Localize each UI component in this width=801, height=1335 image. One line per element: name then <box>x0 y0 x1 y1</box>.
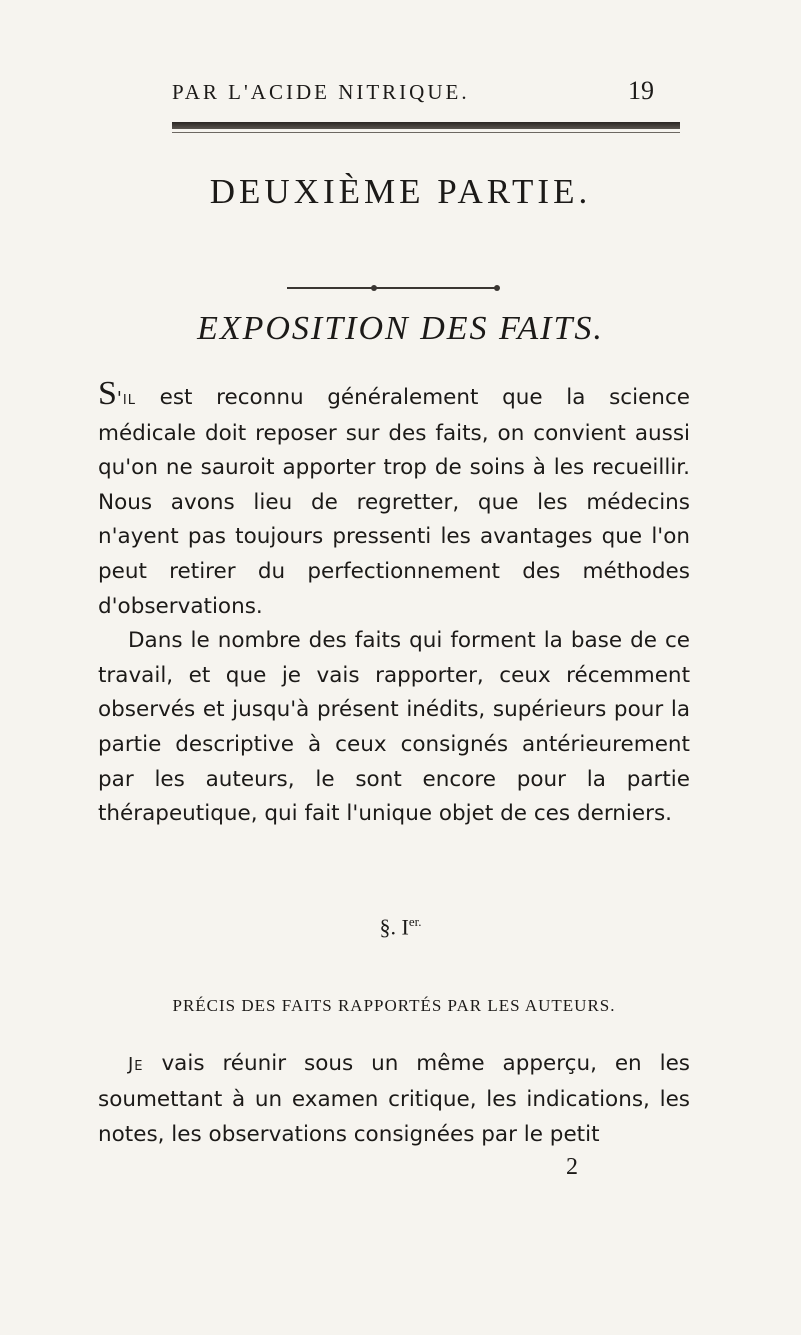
paragraph-2: Dans le nombre des faits qui forment la base de ce travail, et que je vais rapporter, ceux récemment observés et jusqu'à présent inédits, supérieurs pour la partie descriptive à ceux consignés antérieurement par les auteurs, le sont encore pour la partie thérapeutique, qui fait l'unique objet de ces derniers. <box>98 628 690 827</box>
ornamental-divider <box>287 287 497 289</box>
paragraph-3-lead: Je <box>128 1054 144 1075</box>
paragraph-1-small-caps: 'il <box>116 388 136 409</box>
section-mark <box>0 914 801 940</box>
header-rule-thick <box>172 122 680 129</box>
header-rule-thin <box>172 132 680 133</box>
running-head-title: PAR L'ACIDE NITRIQUE. <box>172 80 470 104</box>
page-number: 19 <box>628 76 654 105</box>
subsection-title: PRÉCIS DES FAITS RAPPORTÉS PAR LES AUTEURS. <box>172 996 616 1015</box>
section-title: EXPOSITION DES FAITS. <box>197 310 604 347</box>
paragraph-3-text: vais réunir sous un même apperçu, en les soumettant à un examen critique, les indications, les notes, les observations consignées par le petit <box>98 1051 690 1147</box>
drop-cap: S <box>98 375 117 412</box>
signature-mark: 2 <box>566 1154 578 1180</box>
section-ordinal: er. <box>408 914 422 929</box>
body-text-2 <box>98 1046 690 1152</box>
paragraph-1-text: est reconnu généralement que la science médicale doit reposer sur des faits, on convient aussi qu'on ne sauroit apporter trop de soins à les recueillir. Nous avons lieu de regretter, que les médecins n'ayent pas toujours pressenti les avantages que l'on peut retirer du perfectionnement des méthodes d'observations. <box>98 385 690 619</box>
paragraph-3 <box>98 1046 690 1152</box>
paragraph-1 <box>98 375 690 624</box>
part-title: DEUXIÈME PARTIE. <box>209 172 592 211</box>
section-symbol: §. <box>379 914 397 940</box>
section-numeral: I <box>401 914 409 940</box>
body-text <box>98 375 690 832</box>
